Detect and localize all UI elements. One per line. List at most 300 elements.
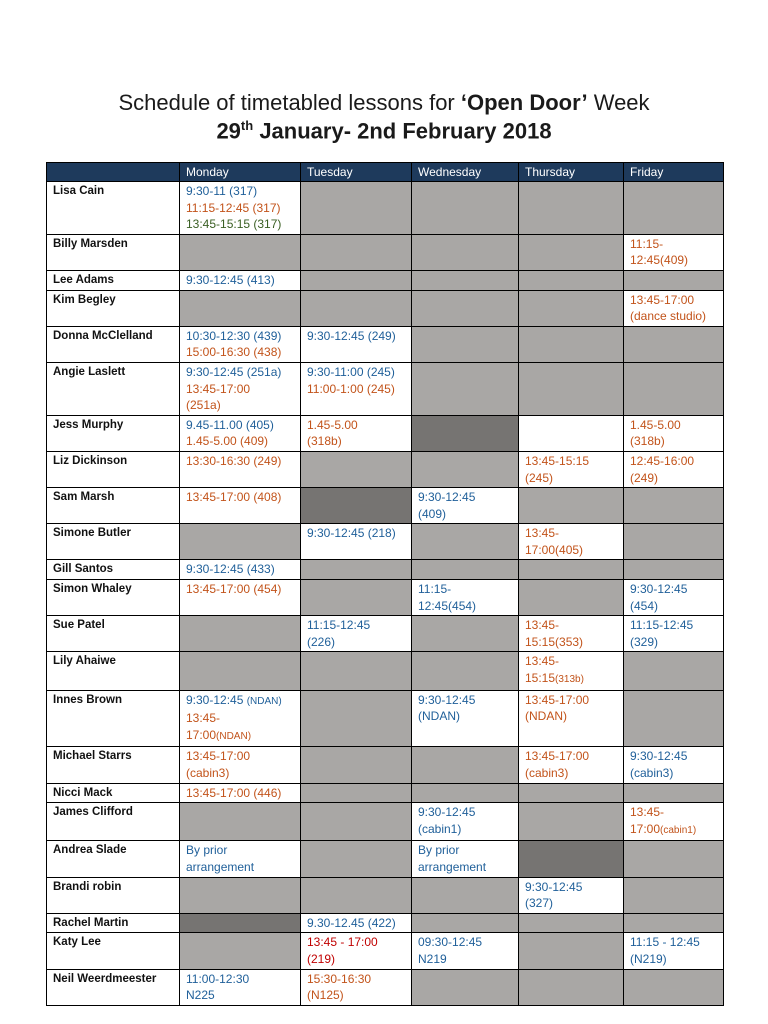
lesson-line [186,710,294,727]
lesson-text: (cabin3) [525,766,569,780]
teacher-name: Michael Starrs [47,747,180,783]
schedule-cell [624,913,724,933]
lesson-line [630,433,717,450]
lesson-line [186,453,294,470]
lesson-line [307,915,405,932]
table-row [47,913,724,933]
lesson-text: 12:45(409) [630,253,689,268]
lesson-text: (cabin3) [186,766,230,780]
schedule-cell [180,933,301,969]
lesson-text: (409) [418,506,447,521]
lesson-text: 13:45-17:00 (408) [186,490,282,505]
lesson-text: 11:15- [630,236,664,251]
lesson-line [630,236,717,253]
lesson-text: 13:45-17:00 [186,749,251,764]
lesson-text: 10:30-12:30 (439) [186,328,282,343]
table-row [47,652,724,690]
lesson-room-small: (313b) [555,674,584,686]
teacher-name: Gill Santos [47,560,180,580]
schedule-cell [412,652,519,690]
lesson-line [186,987,294,1004]
schedule-cell [301,524,412,560]
lesson-text: (219) [307,951,336,966]
schedule-cell [624,969,724,1005]
teacher-name: Lily Ahaiwe [47,652,180,690]
lesson-text: 11:15-12:45 [630,618,694,633]
lesson-text: (454) [630,598,659,613]
lesson-text: (329) [630,634,659,649]
schedule-cell [519,560,624,580]
lesson-line [307,971,405,988]
schedule-table [46,162,724,1006]
schedule-cell [412,616,519,652]
lesson-line [525,765,617,782]
lesson-line [186,859,294,876]
schedule-cell [624,616,724,652]
schedule-cell [180,841,301,877]
lesson-line [525,634,617,651]
lesson-line [186,344,294,361]
schedule-cell [519,690,624,747]
lesson-line [186,971,294,988]
lesson-text: 9.30-12.45 (422) [307,915,396,930]
lesson-text: (dance studio) [630,309,707,324]
lesson-text: (318b) [307,434,342,449]
schedule-cell [519,524,624,560]
column-header-wednesday: Wednesday [412,163,519,182]
lesson-text: (245) [525,470,554,485]
lesson-line [307,364,405,381]
lesson-text: (cabin3) [630,766,674,780]
lesson-line [525,653,617,670]
table-row [47,290,724,326]
lesson-text: 9:30-12:45 [418,805,476,820]
date-ordinal: th [240,118,254,133]
lesson-line [418,489,512,506]
lesson-text: (226) [307,634,336,649]
lesson-text: (251a) [186,398,221,413]
schedule-cell [180,488,301,524]
lesson-text: 9:30-12:45 [525,879,583,894]
lesson-text: 17:00 [630,821,661,836]
lesson-text: 9.45-11.00 (405) [186,417,274,432]
column-header [47,163,180,182]
teacher-name: Jess Murphy [47,415,180,451]
lesson-room-small: (NDAN) [216,730,252,742]
lesson-text: 11:15- [418,582,452,597]
lesson-line [186,364,294,381]
lesson-line [418,934,512,951]
lesson-line [307,951,405,968]
schedule-cell [180,803,301,841]
schedule-cell [301,969,412,1005]
lesson-line [525,708,617,725]
lesson-text: 11:00-1:00 (245) [307,381,395,396]
lesson-text: 13:45- [525,654,560,669]
lesson-text: 13:45- [630,805,665,820]
schedule-cell [519,913,624,933]
schedule-cell [301,560,412,580]
lesson-line [186,216,294,233]
lesson-text: By prior [418,843,460,858]
schedule-cell [301,803,412,841]
schedule-cell [412,580,519,616]
lesson-text: 17:00(405) [525,542,584,557]
lesson-line [525,670,617,689]
teacher-name: Angie Laslett [47,362,180,415]
schedule-cell [180,969,301,1005]
schedule-cell [624,270,724,290]
lesson-line [307,617,405,634]
schedule-cell [301,488,412,524]
schedule-cell [519,270,624,290]
schedule-cell [624,415,724,451]
schedule-cell [412,488,519,524]
schedule-cell [180,415,301,451]
teacher-name: Kim Begley [47,290,180,326]
lesson-line [525,453,617,470]
schedule-cell [624,580,724,616]
column-header-monday: Monday [180,163,301,182]
schedule-cell [519,580,624,616]
lesson-text: 13:45-17:00 [525,749,590,764]
lesson-line [307,417,405,434]
title-bold: ‘Open Door’ [460,90,588,115]
schedule-cell [412,451,519,487]
schedule-cell [412,270,519,290]
schedule-cell [180,326,301,362]
schedule-cell [624,690,724,747]
lesson-text: 9:30-11:00 (245) [307,364,395,379]
lesson-line [525,525,617,542]
lesson-line [186,727,294,746]
schedule-cell [412,841,519,877]
lesson-line [307,634,405,651]
lesson-text: 09:30-12:45 [418,935,483,950]
lesson-text: 13:45-15:15 [525,453,590,468]
lesson-line [186,581,294,598]
teacher-name: Sam Marsh [47,488,180,524]
schedule-cell [301,933,412,969]
schedule-cell [519,326,624,362]
schedule-cell [301,362,412,415]
teacher-name: Donna McClelland [47,326,180,362]
schedule-cell [519,803,624,841]
schedule-cell [180,652,301,690]
schedule-cell [624,488,724,524]
schedule-cell [180,524,301,560]
lesson-line [630,292,717,309]
schedule-cell [624,326,724,362]
schedule-cell [519,841,624,877]
schedule-cell [412,690,519,747]
schedule-cell [180,560,301,580]
table-row [47,783,724,803]
lesson-line [525,748,617,765]
schedule-cell [624,560,724,580]
lesson-line [630,617,717,634]
lesson-line [186,200,294,217]
date-rest: January- 2nd February 2018 [253,118,552,144]
lesson-line [186,381,294,398]
table-row [47,451,724,487]
lesson-text: 9:30-11 (317) [186,184,258,198]
lesson-line [186,417,294,434]
schedule-cell [519,451,624,487]
schedule-cell [624,451,724,487]
lesson-line [418,951,512,968]
schedule-cell [624,524,724,560]
schedule-cell [412,290,519,326]
schedule-cell [301,451,412,487]
teacher-name: Rachel Martin [47,913,180,933]
lesson-line [630,934,717,951]
schedule-cell [412,803,519,841]
column-header-thursday: Thursday [519,163,624,182]
schedule-cell [180,451,301,487]
lesson-line [307,328,405,345]
table-row [47,690,724,747]
table-row [47,326,724,362]
schedule-cell [180,690,301,747]
schedule-cell [180,362,301,415]
lesson-line [630,821,717,840]
lesson-line [630,804,717,821]
table-row [47,182,724,235]
lesson-room-small: (cabin1) [660,824,697,836]
schedule-cell [180,783,301,803]
lesson-text: 13:45-17:00 (454) [186,582,282,597]
schedule-cell [180,270,301,290]
schedule-cell [301,690,412,747]
lesson-line [186,842,294,859]
lesson-text: (NDAN) [418,709,460,724]
teacher-name: Simon Whaley [47,580,180,616]
table-row [47,933,724,969]
lesson-text: (NDAN) [525,709,567,724]
lesson-line [186,328,294,345]
schedule-cell [301,234,412,270]
table-row [47,488,724,524]
page-subtitle-date [0,118,768,144]
lesson-text: (N125) [307,988,344,1003]
lesson-text: 13:45-17:00 (446) [186,785,282,800]
lesson-text: N219 [418,951,447,966]
lesson-text: arrangement [418,859,487,874]
lesson-text: 9:30-12:45 [418,490,476,505]
schedule-cell [301,652,412,690]
schedule-cell [519,234,624,270]
lesson-line [186,433,294,450]
table-row [47,362,724,415]
lesson-line [630,453,717,470]
lesson-text: 15:15 [525,671,556,686]
schedule-cell [519,488,624,524]
schedule-cell [412,234,519,270]
schedule-cell [301,747,412,783]
schedule-cell [412,783,519,803]
teacher-name: Neil Weerdmeester [47,969,180,1005]
schedule-cell [519,616,624,652]
schedule-cell [412,362,519,415]
lesson-line [186,489,294,506]
table-row [47,270,724,290]
schedule-cell [624,652,724,690]
schedule-cell [624,841,724,877]
schedule-cell [519,747,624,783]
lesson-text: 11:15-12:45 (317) [186,200,281,215]
schedule-cell [519,652,624,690]
lesson-text: 1.45-5.00 [630,417,681,432]
schedule-cell [624,783,724,803]
lesson-text: 13:30-16:30 (249) [186,453,282,468]
lesson-line [630,470,717,487]
lesson-text: (327) [525,896,554,911]
schedule-cell [412,877,519,913]
lesson-text: 9:30-12:45 (249) [307,328,396,343]
schedule-cell [519,933,624,969]
lesson-text: 9:30-12:45 (433) [186,562,275,577]
schedule-cell [412,747,519,783]
schedule-cell [301,270,412,290]
lesson-text: 15:15(353) [525,634,584,649]
lesson-line [186,785,294,802]
lesson-text: N225 [186,988,215,1003]
lesson-text: (318b) [630,434,665,449]
lesson-text: 13:45-17:00 [186,381,251,396]
schedule-cell [412,326,519,362]
lesson-line [630,765,717,782]
lesson-line [630,581,717,598]
schedule-cell [180,877,301,913]
date-day: 29 [216,118,241,144]
lesson-line [186,765,294,782]
lesson-line [307,987,405,1004]
teacher-name: Innes Brown [47,690,180,747]
schedule-cell [519,877,624,913]
lesson-line [418,859,512,876]
table-row [47,877,724,913]
lesson-text: 13:45-17:00 [525,692,590,707]
lesson-line [525,692,617,709]
schedule-cell [180,234,301,270]
schedule-cell [301,182,412,235]
lesson-text: 9:30-12:45 (218) [307,526,396,541]
schedule-cell [624,877,724,913]
lesson-line [186,183,294,200]
lesson-line [630,634,717,651]
schedule-cell [301,326,412,362]
teacher-name: Andrea Slade [47,841,180,877]
page-title [0,90,768,116]
lesson-text: 9:30-12:45 [418,692,476,707]
lesson-line [630,252,717,269]
schedule-cell [624,747,724,783]
lesson-room-small: (NDAN) [246,695,282,707]
teacher-name: Lisa Cain [47,182,180,235]
lesson-line [630,748,717,765]
schedule-cell [412,913,519,933]
lesson-text: 15:30-16:30 [307,971,372,986]
lesson-line [630,308,717,325]
lesson-line [630,417,717,434]
lesson-line [418,506,512,523]
title-prefix: Schedule of timetabled lessons for [118,90,461,115]
schedule-cell [301,415,412,451]
lesson-text: 13:45- [525,526,560,541]
schedule-cell [301,616,412,652]
schedule-cell [180,580,301,616]
lesson-text: 9:30-12:45 [630,749,688,764]
lesson-text: 13:45-17:00 [630,292,695,307]
lesson-line [186,397,294,414]
schedule-cell [412,415,519,451]
table-row [47,524,724,560]
lesson-line [186,748,294,765]
schedule-cell [301,913,412,933]
schedule-cell [519,415,624,451]
lesson-text: 12:45(454) [418,598,477,613]
lesson-line [418,598,512,615]
column-header-friday: Friday [624,163,724,182]
table-row [47,560,724,580]
lesson-text: 1.45-5.00 [307,417,358,432]
schedule-cell [180,290,301,326]
schedule-cell [180,747,301,783]
schedule-cell [301,580,412,616]
lesson-text: (N219) [630,951,667,966]
teacher-name: Nicci Mack [47,783,180,803]
schedule-cell [412,524,519,560]
teacher-name: Billy Marsden [47,234,180,270]
schedule-cell [624,234,724,270]
schedule-cell [180,182,301,235]
column-header-tuesday: Tuesday [301,163,412,182]
lesson-text: arrangement [186,859,255,874]
table-row [47,969,724,1005]
lesson-line [418,842,512,859]
schedule-cell [301,290,412,326]
schedule-cell [412,560,519,580]
lesson-text: 13:45- [186,711,221,726]
teacher-name: Sue Patel [47,616,180,652]
lesson-text: (cabin1) [418,821,462,836]
lesson-text: 11:00-12:30 [186,971,250,986]
schedule-cell [624,290,724,326]
schedule-body [47,182,724,1006]
lesson-line [525,617,617,634]
schedule-cell [624,933,724,969]
table-row [47,841,724,877]
teacher-name: James Clifford [47,803,180,841]
lesson-line [307,381,405,398]
lesson-line [418,804,512,821]
lesson-text: 13:45- [525,618,560,633]
schedule-cell [519,362,624,415]
schedule-cell [519,783,624,803]
schedule-cell [301,841,412,877]
lesson-line [630,598,717,615]
schedule-cell [180,913,301,933]
table-row [47,616,724,652]
lesson-line [525,542,617,559]
lesson-line [630,951,717,968]
teacher-name: Simone Butler [47,524,180,560]
lesson-line [525,879,617,896]
lesson-line [418,581,512,598]
lesson-text: 11:15 - 12:45 [630,935,700,950]
teacher-name: Lee Adams [47,270,180,290]
